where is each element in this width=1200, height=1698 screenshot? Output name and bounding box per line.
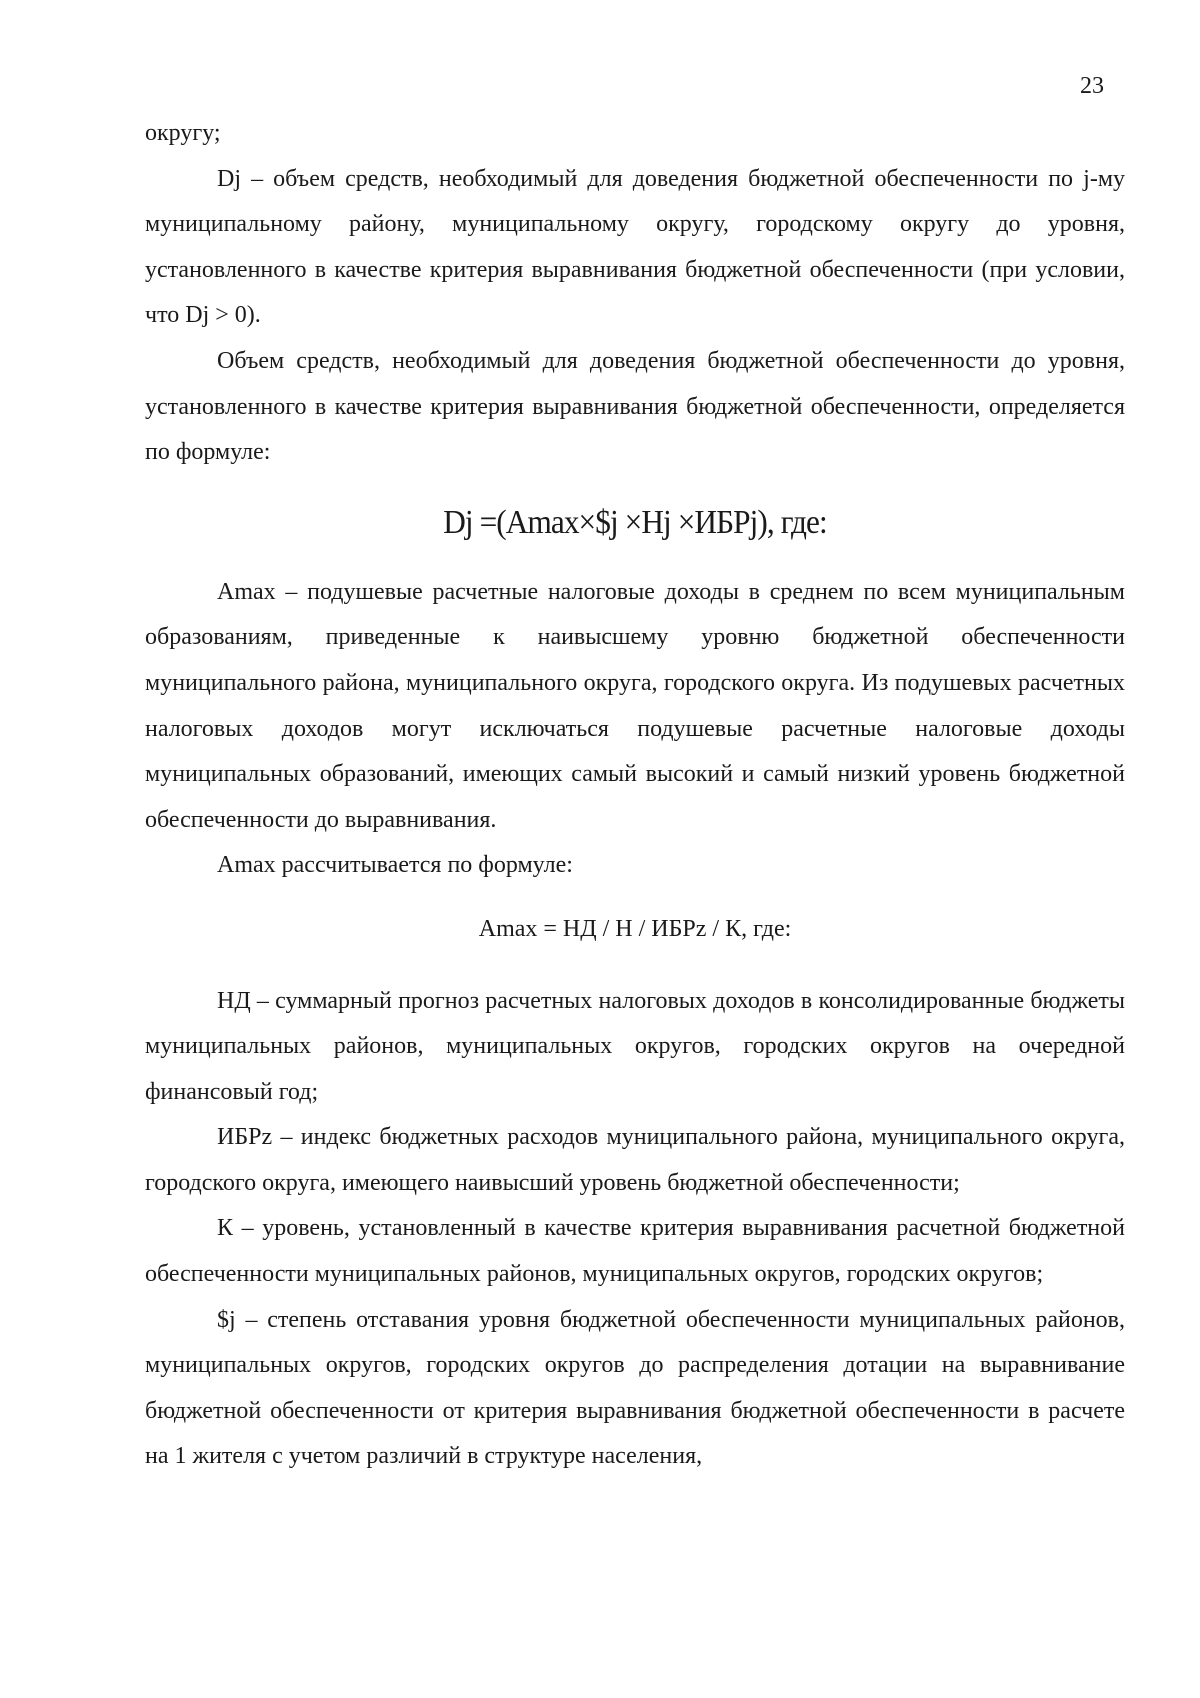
paragraph-sj-definition: $j – степень отставания уровня бюджетной обеспеченности муниципальных районов, муниципальных округов, городских округов до распределения дотации на выравнивание бюджетной обеспеченности от критерия выравнивания бюджетной обеспеченности в расчете на 1 жителя с учетом различий в структуре населения,	[145, 1306, 1125, 1470]
body-text	[145, 111, 1125, 1480]
paragraph-dj-definition: Dj – объем средств, необходимый для доведения бюджетной обеспеченности по j-му муниципальному району, муниципальному округу, городскому округу до уровня, установленного в качестве критерия выравнивания бюджетной обеспеченности (при условии, что Dj > 0).	[145, 165, 1125, 329]
paragraph-volume-intro: Объем средств, необходимый для доведения бюджетной обеспеченности до уровня, установленного в качестве критерия выравнивания бюджетной обеспеченности, определяется по формуле:	[145, 347, 1125, 466]
paragraph-nd-definition: НД – суммарный прогноз расчетных налоговых доходов в консолидированные бюджеты муниципальных районов, муниципальных округов, городских округов на очередной финансовый год;	[145, 987, 1125, 1105]
paragraph-amax-intro: Amax рассчитывается по формуле:	[217, 852, 573, 879]
paragraph-amax-definition: Amax – подушевые расчетные налоговые доходы в среднем по всем муниципальным образованиям, приведенные к наивысшему уровню бюджетной обеспеченности муниципального района, муниципального округа, городского округа. Из подушевых расчетных налоговых доходов могут исключаться подушевые расчетные налоговые доходы муниципальных образований, имеющих самый высокий и самый низкий уровень бюджетной обеспеченности до выравнивания.	[145, 578, 1125, 833]
page-number: 23	[1080, 73, 1104, 99]
paragraph-k-definition: К – уровень, установленный в качестве критерия выравнивания расчетной бюджетной обеспеченности муниципальных районов, муниципальных округов, городских округов;	[145, 1215, 1125, 1288]
formula-amax: Amax = НД / Н / ИБРz / К, где:	[478, 915, 792, 942]
formula-dj: Dj =(Amax×$j ×Hj ×ИБРj), где:	[443, 503, 827, 541]
paragraph-ibrz-definition: ИБРz – индекс бюджетных расходов муниципального района, муниципального округа, городского округа, имеющего наивысший уровень бюджетной обеспеченности;	[145, 1124, 1125, 1196]
paragraph-continuation: округу;	[145, 120, 221, 146]
